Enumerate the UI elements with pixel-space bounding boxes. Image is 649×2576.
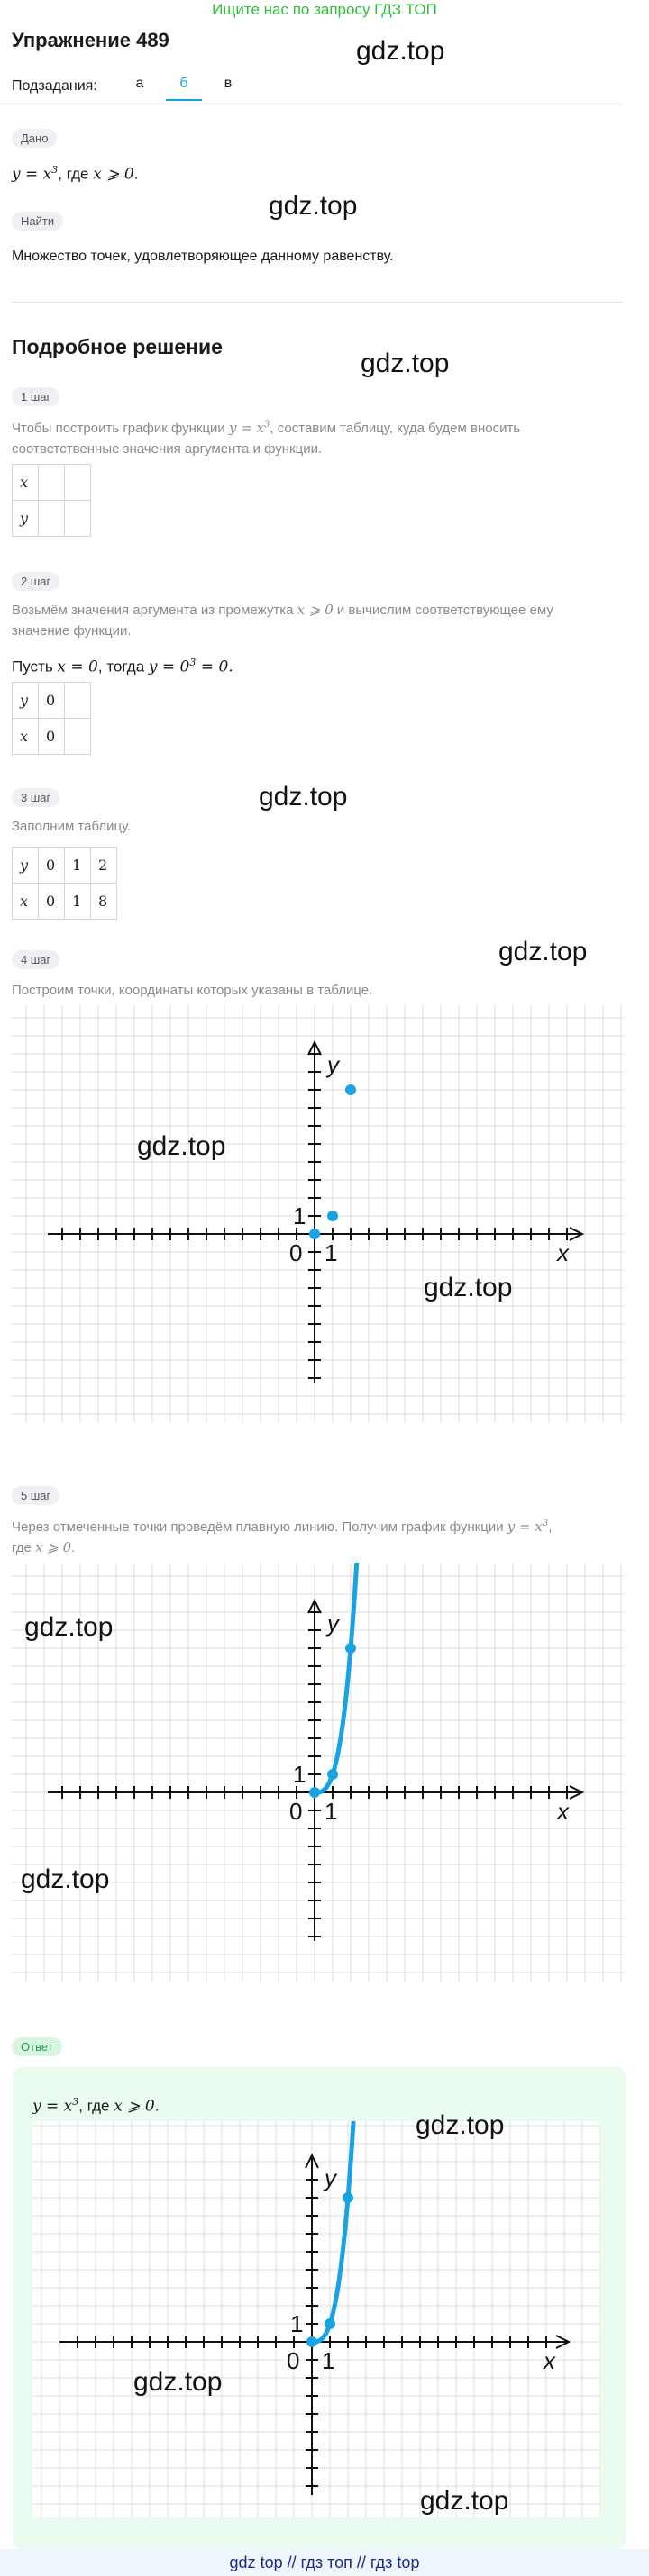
watermark: gdz.top: [133, 2367, 223, 2397]
step4-chip: 4 шаг: [12, 950, 59, 969]
tab-b[interactable]: б: [166, 76, 202, 101]
step5-chip: 5 шаг: [12, 1486, 59, 1505]
tab-a[interactable]: а: [135, 76, 144, 91]
y-tick-label: 1: [293, 1761, 306, 1788]
section-divider: [12, 302, 622, 303]
y-axis-label: y: [327, 1610, 339, 1637]
step3-text: Заполним таблицу.: [12, 819, 132, 834]
watermark: gdz.top: [424, 1273, 513, 1302]
promo-banner[interactable]: Ищите нас по запросу ГДЗ ТОП: [212, 1, 437, 18]
data-point: [324, 2318, 335, 2329]
data-point: [309, 1229, 320, 1239]
watermark: gdz.top: [269, 191, 358, 221]
step4-text: Построим точки, координаты которых указаны в таблице.: [12, 983, 373, 998]
solution-title: Подробное решение: [12, 335, 223, 358]
watermark: gdz.top: [21, 1864, 110, 1894]
given-statement: $y = x^3$, где x ⩾ 0.: [12, 164, 139, 184]
watermark: gdz.top: [259, 782, 348, 812]
answer-chip: Ответ: [12, 2037, 62, 2056]
y-tick-label: 1: [293, 1202, 306, 1229]
step1-chip: 1 шаг: [12, 387, 59, 406]
watermark: gdz.top: [24, 1612, 114, 1642]
watermark: gdz.top: [137, 1131, 226, 1161]
step5-text: Через отмеченные точки проведём плавную линию. Получим график функции $y = x^3$, где x ⩾ 0.: [12, 1519, 553, 1556]
x-axis-label: x: [544, 2347, 555, 2374]
step4-plot: [12, 1004, 625, 1423]
page-title: Упражнение 489: [12, 29, 169, 51]
step2-text: Возьмём значения аргумента из промежутка x ⩾ 0 и вычислим соответствующее ему значение функции.: [12, 602, 553, 639]
footer-links[interactable]: gdz top // гдз топ // гдз top: [0, 2549, 649, 2576]
data-point: [345, 1643, 356, 1654]
step2-chip: 2 шаг: [12, 572, 59, 591]
answer-plot: [32, 2121, 600, 2517]
watermark: gdz.top: [361, 349, 450, 378]
x-axis-label: x: [557, 1239, 569, 1266]
y-tick-label: 1: [290, 2310, 304, 2337]
watermark: gdz.top: [498, 937, 588, 966]
answer-statement: $y = x^3$, где x ⩾ 0.: [32, 2096, 160, 2116]
step2-table: y 0 x 0: [12, 682, 91, 755]
x-tick-label: 1: [324, 1239, 338, 1266]
find-text: Множество точек, удовлетворяющее данному равенству.: [12, 249, 394, 264]
step3-table: y 0 1 2 x 0 1 8: [12, 847, 117, 920]
given-chip: Дано: [12, 129, 57, 148]
y-axis-label: y: [327, 1051, 339, 1078]
y-axis-label: y: [324, 2164, 336, 2191]
watermark: gdz.top: [420, 2486, 509, 2516]
find-chip: Найти: [12, 212, 63, 231]
origin-label: 0: [289, 1798, 303, 1825]
x-tick-label: 1: [322, 2347, 335, 2374]
watermark: gdz.top: [356, 36, 445, 66]
tab-v[interactable]: в: [224, 76, 233, 91]
x-tick-label: 1: [324, 1798, 338, 1825]
step2-let: Пусть x = 0, тогда $y = 0^3 = 0$.: [12, 657, 233, 676]
data-point: [306, 2336, 317, 2347]
x-axis-label: x: [557, 1798, 569, 1825]
data-point: [327, 1769, 338, 1780]
data-point: [343, 2192, 353, 2203]
data-point: [327, 1211, 338, 1221]
step3-chip: 3 шаг: [12, 788, 59, 807]
step1-table: x y: [12, 464, 91, 537]
data-point: [345, 1084, 356, 1095]
origin-label: 0: [287, 2347, 300, 2374]
subtasks-label: Подзадания:: [12, 78, 97, 94]
step1-text: Чтобы построить график функции $y = x^3$, составим таблицу, куда будем вносить соответственные значения аргумента и функции.: [12, 420, 521, 457]
data-point: [309, 1787, 320, 1798]
watermark: gdz.top: [416, 2110, 505, 2140]
origin-label: 0: [289, 1239, 303, 1266]
